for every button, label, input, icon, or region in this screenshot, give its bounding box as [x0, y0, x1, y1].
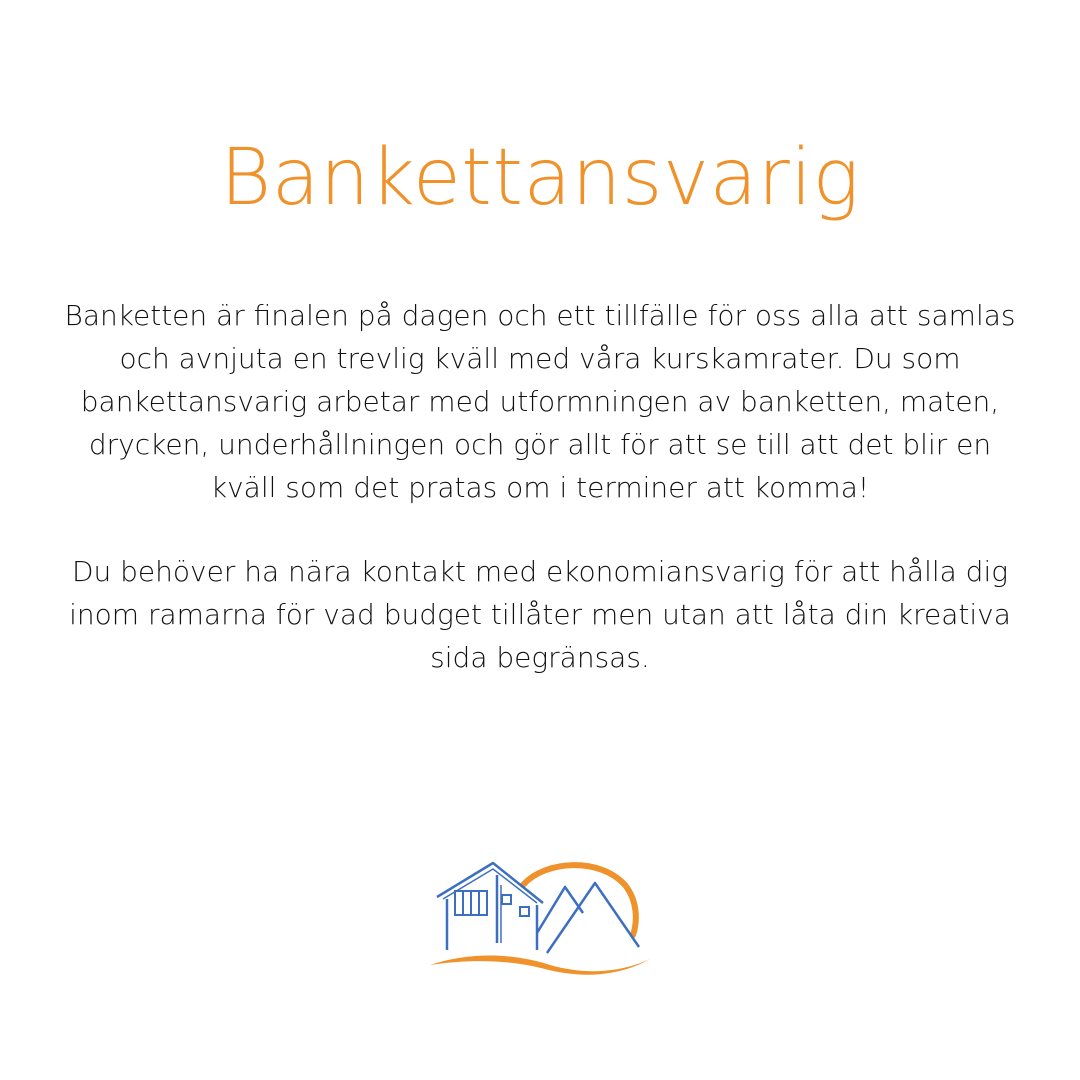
description-paragraph-2: Du behöver ha nära kontakt med ekonomiansvarig för att hålla dig inom ramarna för vad budget tillåter men utan att låta din kreativa sida begränsas. [69, 555, 1011, 674]
ground-wave-icon [430, 956, 650, 975]
house-mountain-sun-logo-icon [425, 855, 655, 985]
description-paragraph-1: Banketten är finalen på dagen och ett tillfälle för oss alla att samlas och avnjuta en trevlig kväll med våra kurskamrater. Du som bankettansvarig arbetar med utformningen av banketten, maten, drycken, underhållningen och gör allt för att se till att det blir en kväll som det pratas om i terminer att komma! [64, 299, 1016, 504]
page-title: Bankettansvarig [220, 133, 860, 223]
